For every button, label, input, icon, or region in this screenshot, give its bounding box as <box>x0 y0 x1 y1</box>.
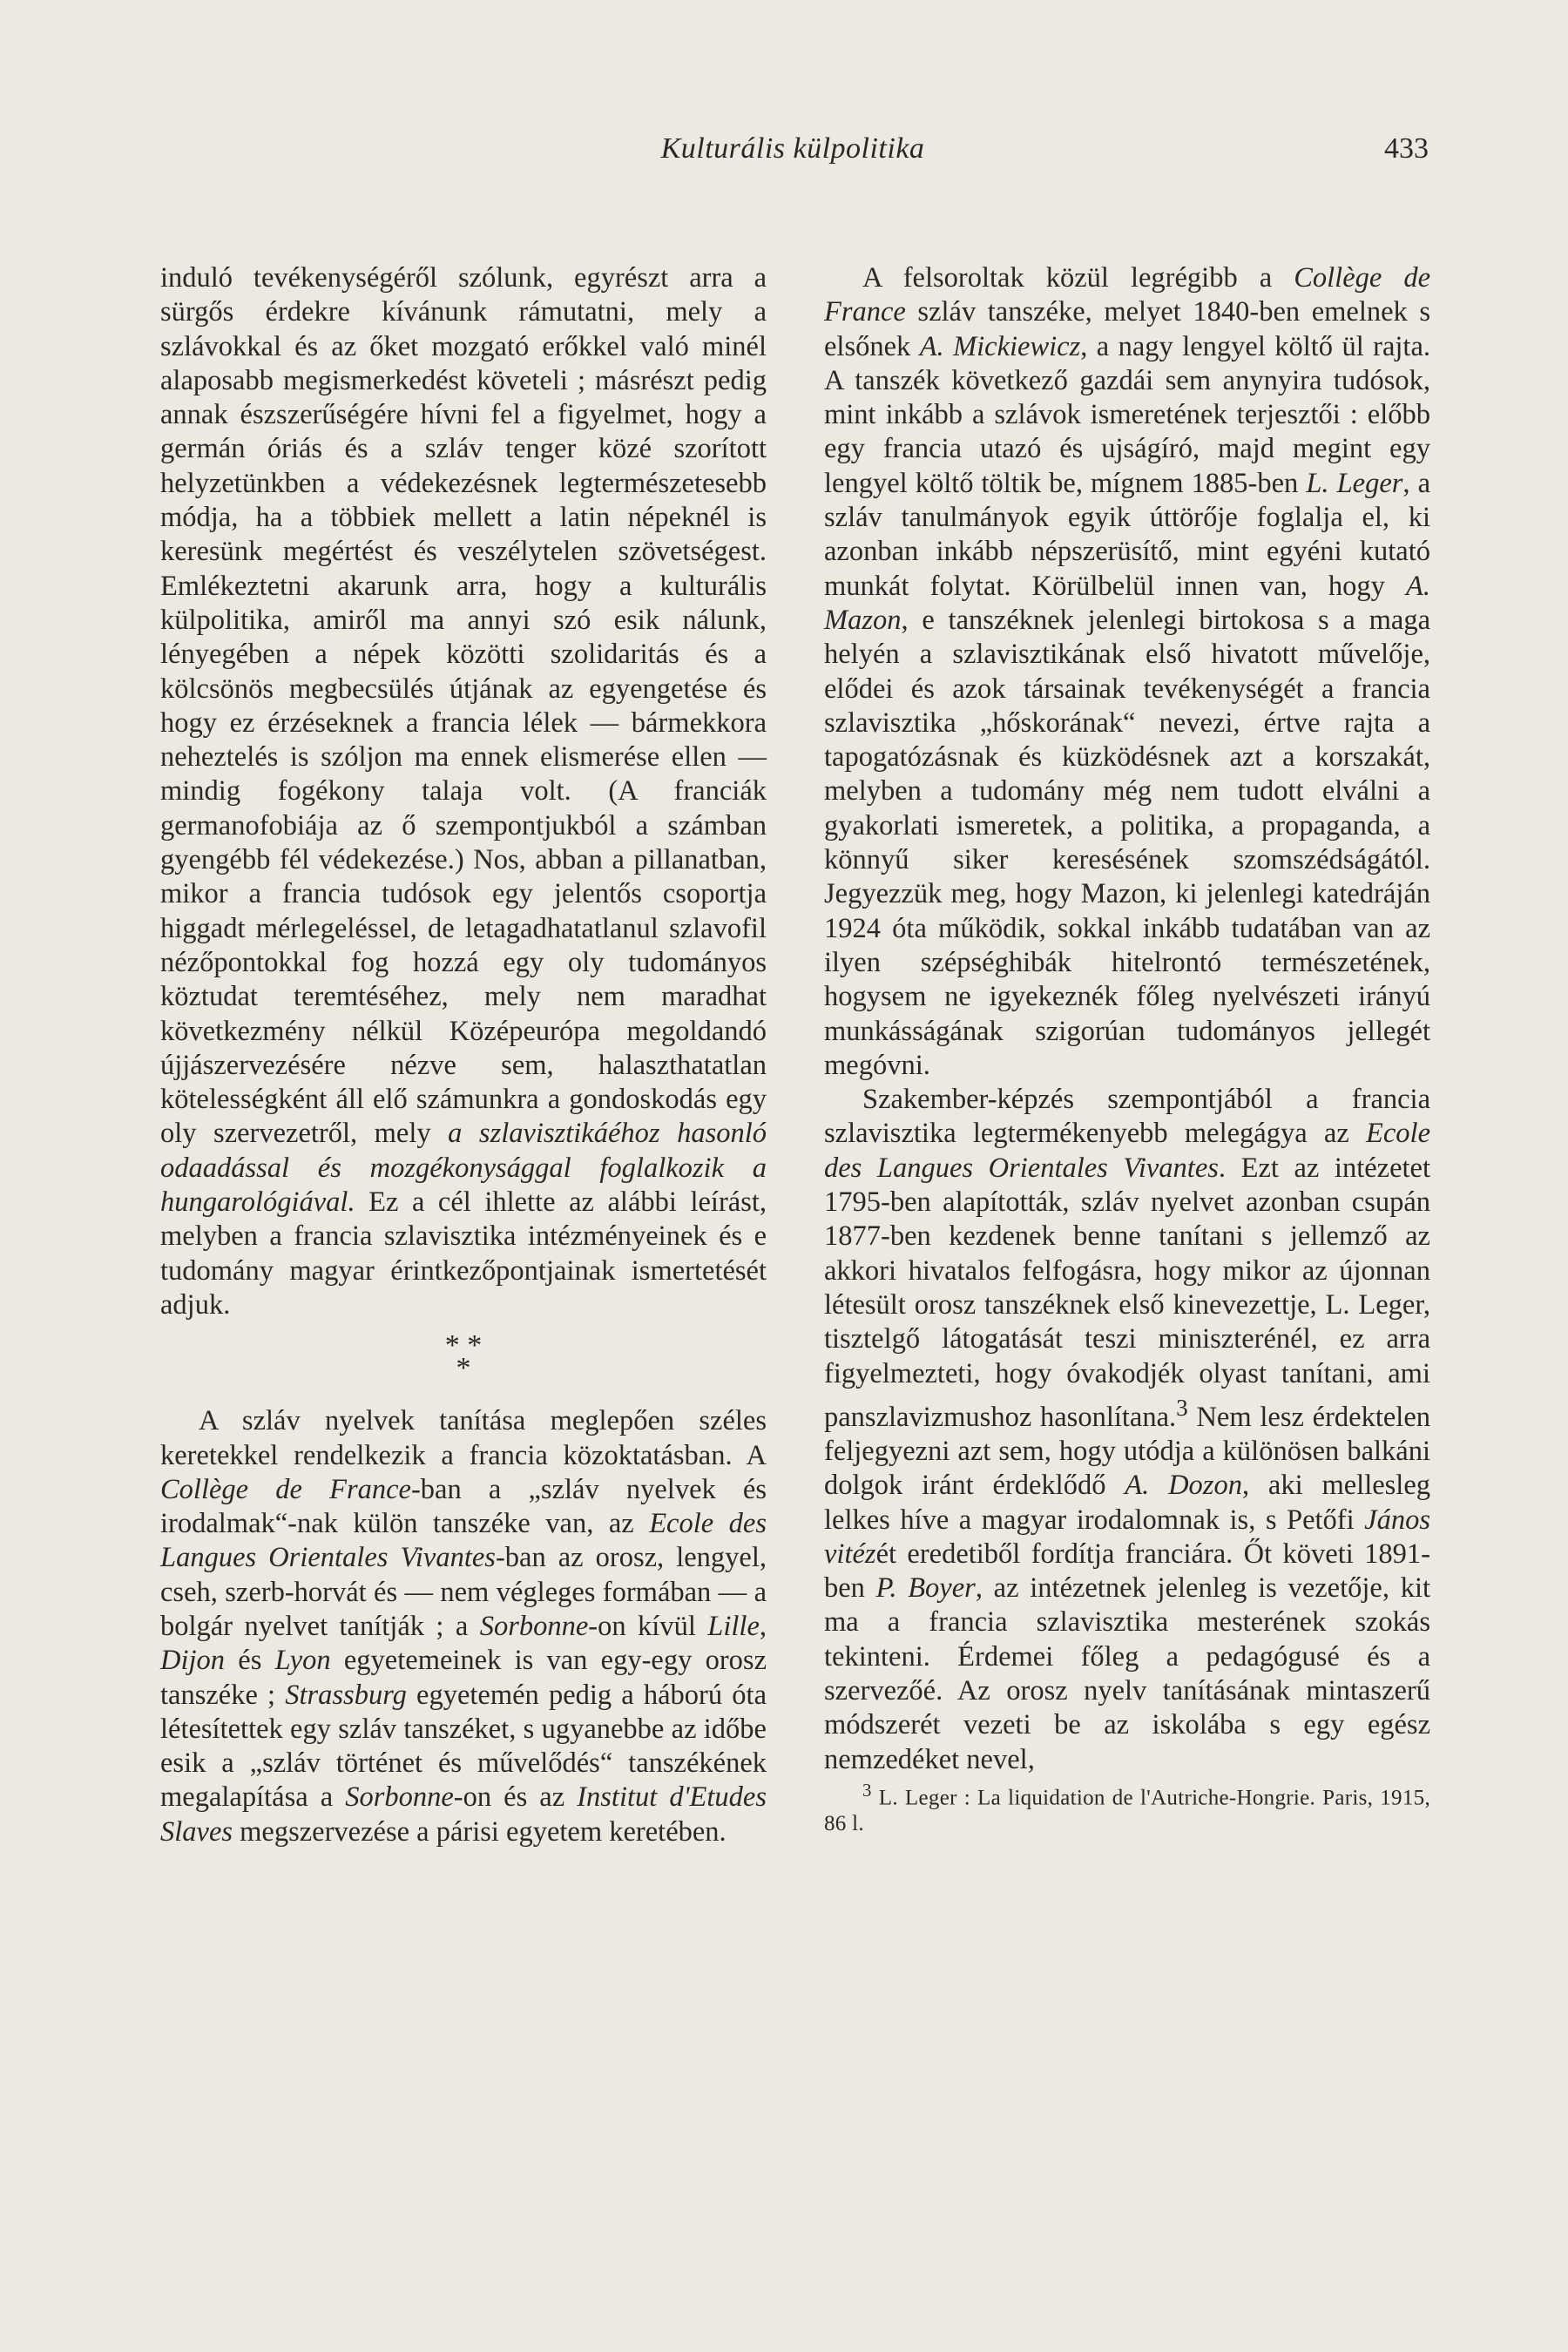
footnote-reference: 3 <box>1176 1394 1188 1421</box>
footnote: $^3$ L. Leger : La liquidation de l'Autriche-Hongrie. Paris, 1915, 86 l. <box>824 1779 1430 1836</box>
paragraph-slavic-teaching: A szláv nyelvek tanítása meglepően széles keretekkel rendelkezik a francia közoktatásban. A Collège de France-ban a „szláv nyelvek és irodalmak“-nak külön tanszéke van, az Ecole des Langues Orientales Vivantes-ban az orosz, lengyel, cseh, szerb-horvát és — nem végleges formában — a bolgár nyelvet tanítják ; a Sorbonne-on kívül Lille, Dijon és Lyon egyetemeinek is van egy-egy orosz tanszéke ; Strassburg egyetemén pedig a háború óta létesítettek egy szláv tanszéket, s ugyanebbe az időbe esik a „szláv történet és művelődés“ tanszékének megalapítása a Sorbonne-on és az Institut d'Etudes Slaves megszervezése a párisi egyetem keretében. <box>160 1405 767 1848</box>
paragraph-ecole-des-langues: Szakember-képzés szempontjából a francia szlavisztika legtermékenyebb melegágya az Ecole des Langues Orientales Vivantes. Ezt az intézetet 1795-ben alapították, szláv nyelvet azonban csupán 1877-ben kezdenek benne tanítani s jellemző az akkori hivatalos felfogásra, hogy mikor az újonnan létesült orosz tanszéknek első kinevezettje, L. Leger, tisztelgő látogatását teszi miniszterénél, ez arra figyelmezteti, hogy óvakodjék olyast tanítani, ami panszlavizmushoz hasonlítana.$^3$ Nem lesz érdektelen feljegyezni azt sem, hogy utódja a különösen balkáni dolgok iránt érdeklődő A. Dozon, aki mellesleg lelkes híve a magyar irodalomnak is, s Petőfi János vitézét eredetiből fordítja franciára. Őt követi 1891-ben P. Boyer, az intézetnek jelenleg is vezetője, kit ma a francia szlavisztika mesterének szokás tekinteni. Érdemei főleg a pedagógusé és a szervezőé. Az orosz nyelv tanításának mintaszerű módszerét vezeti be az iskolába s egy egész nemzedéket nevel, <box>824 1084 1431 1775</box>
left-column <box>160 261 767 1849</box>
page-number: 433 <box>1384 132 1429 165</box>
paragraph-intro: induló tevékenységéről szólunk, egyrészt arra a sürgős érdekre kívánunk rámutatni, mely a szlávokkal és az őket mozgató erőkkel való minél alaposabb megismerkedést követeli ; másrészt pedig annak észszerűségére hívni fel a figyelmet, hogy a germán óriás és a szláv tenger közé szorított helyzetünkben a védekezésnek legtermészetesebb módja, ha a többiek mellett a latin népeknél is keresünk megértést és veszélytelen szövetségest. Emlékeztetni akarunk arra, hogy a kulturális külpolitika, amiről ma annyi szó esik nálunk, lényegében a népek közötti szolidaritás és a kölcsönös megbecsülés útjának az egyengetése és hogy ez érzéseknek a francia lélek — bármekkora neheztelés is szóljon ma ennek elismerése ellen — mindig fogékony talaja volt. (A franciák germanofobiája az ő szempontjukból a számban gyengébb fél védekezése.) Nos, abban a pillanatban, mikor a francia tudósok egy jelentős csoportja higgadt mérlegeléssel, de letagadhatatlanul szlavofil nézőpontokkal fog hozzá egy oly tudományos köztudat teremtéséhez, mely nem maradhat következmény nélkül Középeurópa megoldandó újjászervezésére nézve sem, halaszthatatlan kötelességként áll elő számunkra a gondoskodás egy oly szervezetről, mely a szlavisztikáéhoz hasonló odaadással és mozgékonysággal foglalkozik a hungarológiával. Ez a cél ihlette az alábbi leírást, melyben a francia szlavisztika intézményeinek és e tudomány magyar érintkezőpontjainak ismertetését adjuk. <box>160 262 767 1321</box>
running-title: Kulturális külpolitika <box>660 132 925 165</box>
right-column <box>824 261 1430 1837</box>
section-asterism: * * * <box>444 1329 483 1385</box>
paragraph-college-de-france: A felsoroltak közül legrégibb a Collège de France szláv tanszéke, melyet 1840-ben emelnek s elsőnek A. Mickiewicz, a nagy lengyel költő ül rajta. A tanszék következő gazdái sem anynyira tudósok, mint inkább a szlávok ismeretének terjesztői : előbb egy francia utazó és ujságíró, majd megint egy lengyel költő töltik be, mígnem 1885-ben L. Leger, a szláv tanulmányok egyik úttörője foglalja el, ki azonban inkább népszerüsítő, mint egyéni kutató munkát folytat. Körülbelül innen van, hogy A. Mazon, e tanszéknek jelenlegi birtokosa s a maga helyén a szlavisztikának első hivatott művelője, elődei és azok társainak tevékenységét a francia szlavisztika „hőskorának“ nevezi, értve rajta a tapogatózásnak és küzködésnek azt a korszakát, melyben a tudomány még nem tudott elválni a gyakorlati ismeretek, a politika, a propaganda, a könnyű siker keresésének szomszédságától. Jegyezzük meg, hogy Mazon, ki jelenlegi katedráján 1924 óta működik, sokkal inkább tudatában van az ilyen szépséghibák hitelrontó természetének, hogysem ne igyekeznék főleg nyelvészeti irányú munkásságának szigorúan tudományos jellegét megóvni. <box>824 262 1430 1081</box>
